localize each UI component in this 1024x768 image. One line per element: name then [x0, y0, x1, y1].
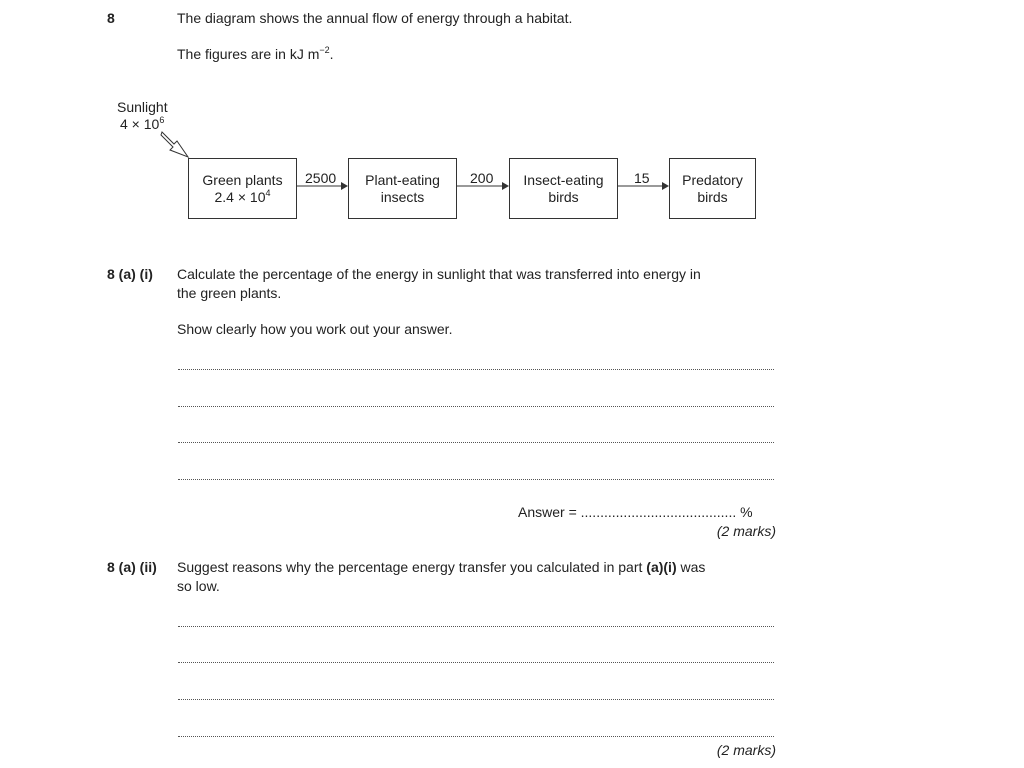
- part-a-i-instruction: Show clearly how you work out your answer.: [177, 321, 453, 337]
- sunlight-value-base: 4 × 10: [120, 116, 160, 132]
- box-plant-eating-insects-line2: insects: [380, 188, 425, 205]
- answer-field[interactable]: [518, 504, 753, 520]
- box-predatory-birds-line1: Predatory: [682, 171, 743, 188]
- units-exponent: −2: [319, 45, 330, 55]
- part-a-ii-marks: (2 marks): [716, 742, 776, 758]
- units-prefix: The figures are in kJ m: [177, 46, 320, 62]
- box-green-plants-value: [214, 189, 270, 206]
- part-a-i-text-line2: the green plants.: [177, 285, 282, 301]
- answer-line[interactable]: [178, 626, 774, 627]
- part-a-ii-text-bold: (a)(i): [646, 559, 677, 575]
- part-a-ii-text-line2: so low.: [177, 578, 220, 594]
- question-intro: The diagram shows the annual flow of energy through a habitat.: [177, 10, 573, 26]
- box-green-plants-value-base: 2.4 × 10: [214, 188, 266, 205]
- box-plant-eating-insects-line1: Plant-eating: [365, 171, 440, 188]
- part-a-ii-text-suffix: was: [676, 559, 706, 575]
- flow-value-2: 200: [470, 170, 494, 186]
- sunlight-value-exponent: 6: [159, 115, 165, 125]
- box-green-plants: [188, 158, 297, 219]
- box-predatory-birds: [669, 158, 756, 219]
- part-a-i-label: 8 (a) (i): [107, 266, 153, 282]
- box-insect-eating-birds-line1: Insect-eating: [523, 171, 604, 188]
- answer-line[interactable]: [178, 662, 774, 663]
- box-green-plants-name: Green plants: [202, 171, 283, 188]
- part-a-i-text-line1: Calculate the percentage of the energy in sunlight that was transferred into energy in: [177, 266, 701, 282]
- part-a-ii-text-prefix: Suggest reasons why the percentage energy transfer you calculated in part: [177, 559, 647, 575]
- box-plant-eating-insects: [348, 158, 457, 219]
- answer-unit: %: [736, 504, 753, 520]
- answer-line[interactable]: [178, 699, 774, 700]
- box-green-plants-value-exponent: 4: [265, 187, 271, 198]
- answer-line[interactable]: [178, 479, 774, 480]
- box-insect-eating-birds: [509, 158, 618, 219]
- answer-line[interactable]: [178, 736, 774, 737]
- part-a-ii-label: 8 (a) (ii): [107, 559, 157, 575]
- answer-line[interactable]: [178, 406, 774, 407]
- flow-value-1: 2500: [305, 170, 337, 186]
- box-insect-eating-birds-line2: birds: [548, 188, 579, 205]
- answer-line[interactable]: [178, 369, 774, 370]
- sunlight-label: Sunlight: [117, 99, 168, 115]
- flow-value-3: 15: [634, 170, 650, 186]
- box-predatory-birds-line2: birds: [697, 188, 728, 205]
- answer-line[interactable]: [178, 442, 774, 443]
- answer-dots[interactable]: ........................................: [580, 504, 737, 520]
- part-a-ii-text-line1: [177, 558, 705, 577]
- answer-label: Answer =: [518, 504, 581, 520]
- units-suffix: .: [329, 46, 334, 62]
- part-a-i-marks: (2 marks): [716, 523, 776, 539]
- units-statement: [177, 46, 334, 62]
- question-number: 8: [107, 10, 115, 26]
